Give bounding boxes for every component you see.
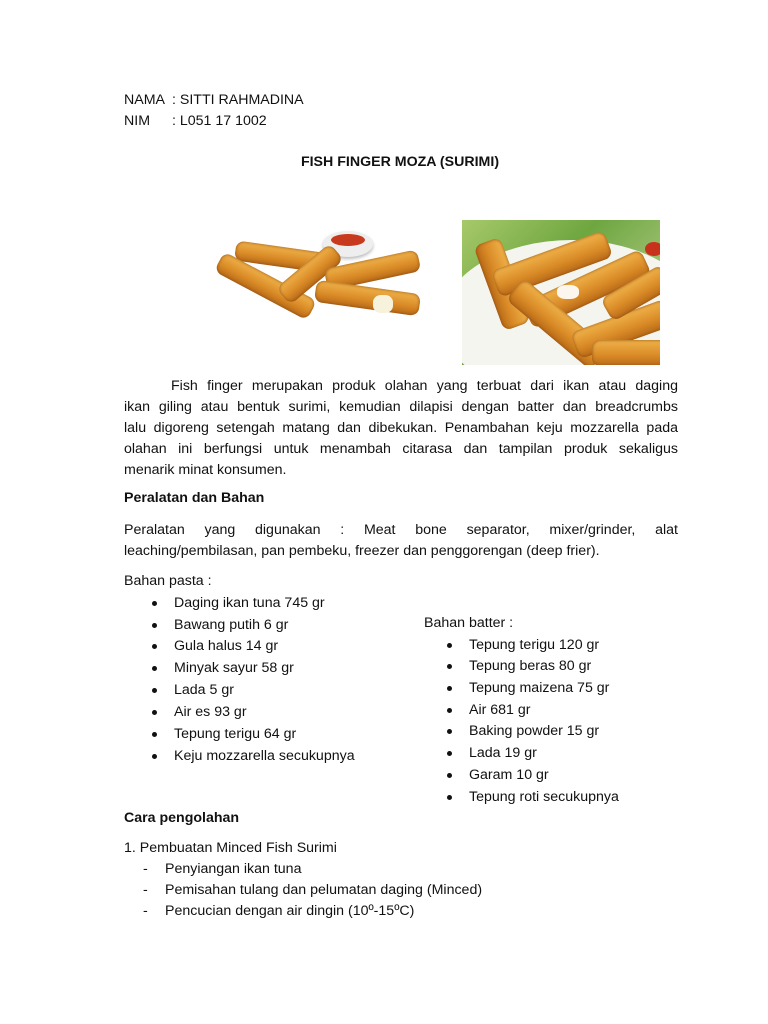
list-item xyxy=(174,747,355,765)
intro-line: menarik minat konsumen. xyxy=(124,462,287,478)
list-item xyxy=(174,681,234,699)
list-item xyxy=(469,657,591,675)
dash-marker: - xyxy=(143,903,148,919)
list-item xyxy=(469,722,599,740)
fish-finger-image-right xyxy=(462,220,660,365)
list-item xyxy=(469,788,619,806)
intro-line: ikan giling atau bentuk surimi, kemudian dilapisi dengan batter dan breadcrumbs xyxy=(124,399,678,415)
step-1-title: 1. Pembuatan Minced Fish Surimi xyxy=(124,840,337,856)
intro-line: olahan ini berfungsi untuk menambah citarasa dan tampilan produk sekaligus xyxy=(124,441,678,457)
list-item xyxy=(174,616,288,634)
batter-label: Bahan batter : xyxy=(424,615,514,631)
item-text: Air 681 gr xyxy=(469,702,531,718)
heading-cara-pengolahan: Cara pengolahan xyxy=(124,810,240,826)
list-item xyxy=(469,636,599,654)
heading-peralatan: Peralatan dan Bahan xyxy=(124,490,265,506)
nim-label: NIM xyxy=(124,113,151,129)
item-text: Tepung roti secukupnya xyxy=(469,789,619,805)
nama-value: : SITTI RAHMADINA xyxy=(172,92,304,108)
dash-marker: - xyxy=(143,882,148,898)
item-text: Tepung maizena 75 gr xyxy=(469,680,610,696)
list-item xyxy=(469,766,549,784)
item-text: Lada 5 gr xyxy=(174,682,234,698)
item-text: Garam 10 gr xyxy=(469,767,549,783)
item-text: Tepung beras 80 gr xyxy=(469,658,592,674)
list-item xyxy=(174,659,294,677)
nama-label: NAMA xyxy=(124,92,165,108)
list-item xyxy=(174,594,325,612)
substep: Penyiangan ikan tuna xyxy=(165,861,302,877)
equipment-line: leaching/pembilasan, pan pembeku, freezer dan penggorengan (deep frier). xyxy=(124,543,600,559)
intro-line: lalu digoreng setengah matang dan dibekukan. Penambahan keju mozzarella pada xyxy=(124,420,678,436)
item-text: Air es 93 gr xyxy=(174,704,247,720)
list-item xyxy=(174,637,278,655)
dash-marker: - xyxy=(143,861,148,877)
item-text: Daging ikan tuna 745 gr xyxy=(174,595,325,611)
fish-finger-image-left xyxy=(205,225,430,325)
item-text: Bawang putih 6 gr xyxy=(174,617,289,633)
item-text: Lada 19 gr xyxy=(469,745,537,761)
nim-value: : L051 17 1002 xyxy=(172,113,267,129)
item-text: Keju mozzarella secukupnya xyxy=(174,748,355,764)
item-text: Baking powder 15 gr xyxy=(469,723,600,739)
list-item xyxy=(174,703,247,721)
equipment-paragraph xyxy=(124,520,678,562)
intro-line: Fish finger merupakan produk olahan yang terbuat dari ikan atau daging xyxy=(171,378,678,394)
list-item xyxy=(469,744,537,762)
item-text: Minyak sayur 58 gr xyxy=(174,660,294,676)
substep: Pencucian dengan air dingin (10º-15ºC) xyxy=(165,903,415,919)
pasta-label: Bahan pasta : xyxy=(124,573,212,589)
equipment-line: Peralatan yang digunakan : Meat bone separator, mixer/grinder, alat xyxy=(124,522,678,538)
item-text: Gula halus 14 gr xyxy=(174,638,279,654)
list-item xyxy=(174,725,296,743)
intro-paragraph xyxy=(124,376,678,481)
item-text: Tepung terigu 120 gr xyxy=(469,637,600,653)
list-item xyxy=(469,701,531,719)
list-item xyxy=(469,679,609,697)
item-text: Tepung terigu 64 gr xyxy=(174,726,297,742)
document-title: FISH FINGER MOZA (SURIMI) xyxy=(300,154,500,170)
substep: Pemisahan tulang dan pelumatan daging (Minced) xyxy=(165,882,483,898)
